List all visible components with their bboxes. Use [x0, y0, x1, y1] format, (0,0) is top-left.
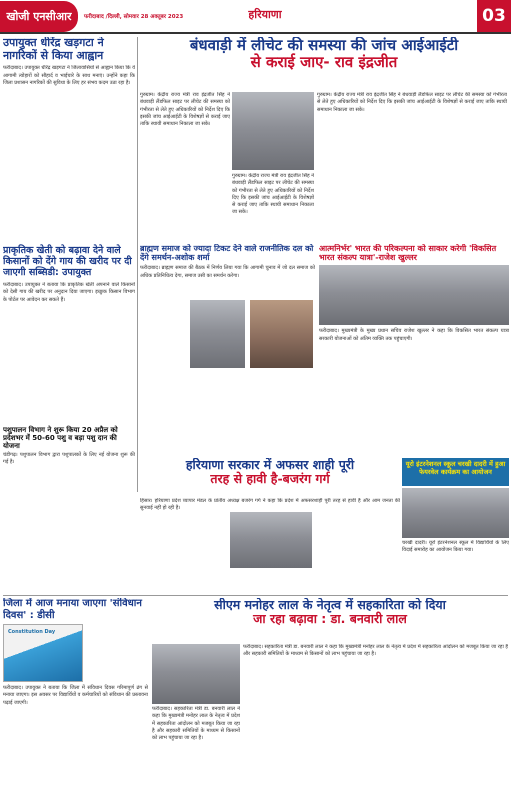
story-school-body-col [402, 540, 509, 588]
left-story-1-headline: उपायुक्त धीरेंद्र खड़गटा ने नागरिकों से किया आह्वान [3, 37, 104, 62]
horizontal-rule [3, 595, 508, 596]
story-brahmin-body: फरीदाबाद। ब्राह्मण समाज की बैठक में निर्णय लिया गया कि आगामी चुनाव में जो दल समाज को अधिक प्रतिनिधित्व देगा, समाज उसी का समर्थन करेगा। [140, 265, 315, 279]
main-story-body-col3 [317, 92, 507, 242]
left-story-2-headline: प्राकृतिक खेती को बढ़ावा देने वाले किसानों को देंगे गाय की खरीद पर दी जाएगी सब्सिडी: उपायुक्त [3, 245, 132, 279]
constitution-book-cover [3, 624, 83, 682]
story-khullar-photo [319, 265, 509, 325]
story-bajrang-headline-block [140, 458, 400, 496]
page-number: 03 [477, 0, 511, 32]
story-school-headline: यूरो इंटरनेशनल स्कूल चरखी दादरी में हुआ फेयरवेल कार्यक्रम का आयोजन [402, 458, 509, 486]
main-headline [140, 37, 508, 89]
story-samvidhan-body: फरीदाबाद। उपायुक्त ने बताया कि जिला में संविधान दिवस गरिमापूर्ण ढंग से मनाया जाएगा। इस अवसर पर विद्यार्थियों व कर्मचारियों को संविधान की प्रस्तावना पढ़ाई जाएगी। [3, 685, 148, 706]
left-story-3-headline: पशुपालन विभाग ने शुरू किया 20 अप्रैल को प्रदेशभर में 50-60 पशु व बड़ा पशु दान की योजना [3, 426, 118, 451]
story-khullar-headline: आत्मनिर्भर' भारत की परिकल्पना को साकार करेगी 'विकसित भारत संकल्प यात्रा'-राजेश खुल्लर [319, 244, 497, 263]
story-samvidhan-headline: जिला में आज मनाया जाएगा 'संविधान दिवस' : डीसी [3, 598, 142, 621]
story-school-body: चरखी दादरी। यूरो इंटरनेशनल स्कूल में विद्यार्थियों के लिए विदाई समारोह का आयोजन किया गया। [402, 540, 509, 554]
dateline: फरीदाबाद /दिल्ली, सोमवार 28 अक्तूबर 2023 [84, 14, 184, 20]
story-bajrang-headline-line2: तरह से हावी है-बजरंग गर्ग [210, 471, 330, 487]
left-story-2-body: फरीदाबाद। उपायुक्त ने बताया कि प्राकृतिक खेती अपनाने वाले किसानों को देसी गाय की खरीद पर अनुदान दिया जाएगा। इच्छुक किसान विभाग के पोर्टल पर आवेदन कर सकते हैं। [3, 282, 135, 303]
left-story-3-body: चंडीगढ़। पशुपालन विभाग द्वारा पशुपालकों के लिए नई योजना शुरू की गई है। [3, 452, 135, 466]
section-title: हरियाणा [248, 8, 282, 21]
main-headline-line2: से कराई जाए- राव इंद्रजीत [250, 53, 398, 72]
story-brahmin-photo-2 [250, 300, 313, 368]
story-bottom-body-col2 [243, 644, 508, 798]
brand-logo: खोजी एनसीआर [0, 1, 78, 32]
column-rule [137, 37, 138, 492]
masthead [0, 0, 511, 34]
main-story-body-cont-2: गुरुग्राम। केंद्रीय राज्य मंत्री राव इंद्रजीत सिंह ने बंधवाड़ी लैंडफिल साइट पर लीचेट की समस्या को गंभीरता से लेते हुए अधिकारियों को निर्देश दिए कि इसकी जांच आईआईटी के विशेषज्ञों से कराई जाए ताकि स्थायी समाधान निकाला जा सके। [317, 92, 507, 113]
main-story-body-col2 [232, 173, 314, 243]
story-brahmin-photo [190, 300, 245, 368]
left-story-1-body: फरीदाबाद। उपायुक्त धीरेंद्र खड़गटा ने जिलावासियों से आह्वान किया कि वे आगामी त्योहारों को सौहार्द व भाईचारे के साथ मनाएं। उन्होंने कहा कि जिला प्रशासन नागरिकों की सुविधा के लिए हर संभव कदम उठा रहा है। [3, 65, 135, 86]
main-story-body-col1 [140, 92, 230, 242]
main-headline-line1: बंधवाड़ी में लीचेट की समस्या की जांच आईआईटी [189, 37, 459, 54]
story-school-photo [402, 488, 509, 538]
story-bajrang-photo [230, 512, 312, 568]
main-story-body-cont: गुरुग्राम। केंद्रीय राज्य मंत्री राव इंद्रजीत सिंह ने बंधवाड़ी लैंडफिल साइट पर लीचेट की समस्या को गंभीरता से लेते हुए अधिकारियों को निर्देश दिए कि इसकी जांच आईआईटी के विशेषज्ञों से कराई जाए ताकि स्थायी समाधान निकाला जा सके। [232, 173, 314, 216]
story-bottom-body: फरीदाबाद। सहकारिता मंत्री डा. बनवारी लाल ने कहा कि मुख्यमंत्री मनोहर लाल के नेतृत्व में प्रदेश में सहकारिता आंदोलन को मजबूत किया जा रहा है और सहकारी समितियों के माध्यम से किसानों को लाभ पहुंचाया जा रहा है। [152, 706, 240, 741]
story-bajrang-headline-line1: हरियाणा सरकार में अफसर शाही पूरी [185, 458, 355, 472]
story-bottom-headline-line2: जा रहा बढ़ावा : डा. बनवारी लाल [253, 611, 407, 627]
main-story-photo [232, 92, 314, 170]
story-bottom-headline-block [152, 598, 508, 640]
main-story-body: गुरुग्राम। केंद्रीय राज्य मंत्री राव इंद्रजीत सिंह ने बंधवाड़ी लैंडफिल साइट पर लीचेट की समस्या को गंभीरता से लेते हुए अधिकारियों को निर्देश दिए कि इसकी जांच आईआईटी के विशेषज्ञों से कराई जाए ताकि स्थायी समाधान निकाला जा सके। [140, 92, 230, 127]
story-bajrang-body: हिसार। हरियाणा प्रदेश व्यापार मंडल के प्रांतीय अध्यक्ष बजरंग गर्ग ने कहा कि प्रदेश में अफसरशाही पूरी तरह से हावी है और आम जनता की सुनवाई नहीं हो रही है। [140, 498, 400, 512]
left-column [3, 37, 135, 492]
story-bottom-body-cont: फरीदाबाद। सहकारिता मंत्री डा. बनवारी लाल ने कहा कि मुख्यमंत्री मनोहर लाल के नेतृत्व में प्रदेश में सहकारिता आंदोलन को मजबूत किया जा रहा है और सहकारी समितियों के माध्यम से किसानों को लाभ पहुंचाया जा रहा है। [243, 644, 508, 658]
story-bottom-headline-line1: सीएम मनोहर लाल के नेतृत्व में सहकारिता को दिया [214, 598, 446, 612]
story-brahmin-headline: ब्राह्मण समाज को ज्यादा टिकट देने वाले राजनीतिक दल को देंगे समर्थन-अशोक शर्मा [140, 244, 314, 263]
story-samvidhan [3, 598, 148, 798]
cover-title: Constitution Day [8, 629, 56, 635]
story-khullar [319, 244, 509, 454]
story-bottom-photo [152, 644, 240, 704]
story-bottom-body-col1 [152, 706, 240, 798]
story-khullar-body: फरीदाबाद। मुख्यमंत्री के मुख्य प्रधान सचिव राजेश खुल्लर ने कहा कि विकसित भारत संकल्प यात्रा सरकारी योजनाओं को अंतिम व्यक्ति तक पहुंचाएगी। [319, 328, 509, 342]
